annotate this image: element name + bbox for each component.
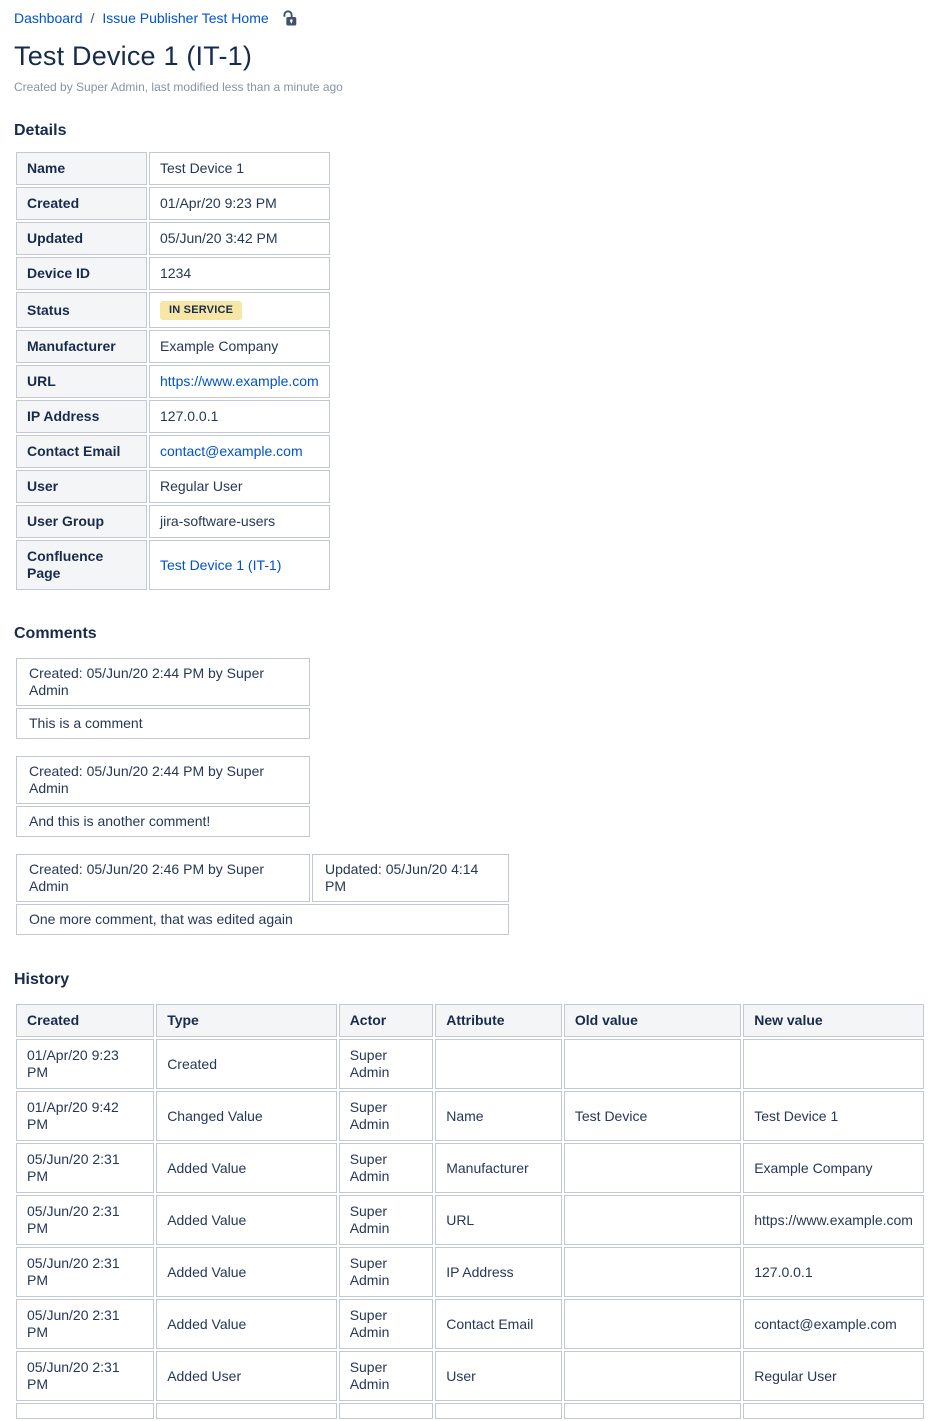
- details-label: User Group: [16, 505, 147, 538]
- comment-created: Created: 05/Jun/20 2:44 PM by Super Admin: [16, 658, 310, 706]
- history-row: [16, 1351, 924, 1401]
- status-badge: IN SERVICE: [160, 301, 242, 320]
- comment-header-row: [16, 756, 310, 804]
- history-cell: Added Value: [156, 1299, 337, 1349]
- comment-header-row: [16, 658, 310, 706]
- details-value: 01/Apr/20 9:23 PM: [149, 187, 330, 220]
- history-column-header: Old value: [564, 1004, 741, 1037]
- history-cell: Super Admin: [339, 1091, 434, 1141]
- details-value: [149, 292, 330, 328]
- details-row: [16, 540, 330, 590]
- details-label: IP Address: [16, 400, 147, 433]
- history-cell: 01/Apr/20 9:42 PM: [16, 1091, 154, 1141]
- history-cell: 01/Apr/20 9:23 PM: [16, 1039, 154, 1089]
- history-cell: [743, 1403, 924, 1419]
- history-row: [16, 1195, 924, 1245]
- details-label: Updated: [16, 222, 147, 255]
- history-cell: [564, 1195, 741, 1245]
- breadcrumb: [14, 9, 926, 27]
- history-row: [16, 1247, 924, 1297]
- history-cell: User: [435, 1351, 562, 1401]
- history-cell: Contact Email: [435, 1299, 562, 1349]
- history-cell: [564, 1143, 741, 1193]
- comment-body-row: [16, 806, 310, 837]
- history-cell: [564, 1247, 741, 1297]
- breadcrumb-link-dashboard[interactable]: Dashboard: [14, 10, 83, 26]
- breadcrumb-separator: /: [90, 10, 95, 26]
- history-cell: 05/Jun/20 2:31 PM: [16, 1247, 154, 1297]
- history-cell: [564, 1299, 741, 1349]
- history-cell: [743, 1039, 924, 1089]
- history-column-header: Type: [156, 1004, 337, 1037]
- comment-updated: Updated: 05/Jun/20 4:14 PM: [312, 854, 509, 902]
- comment: [14, 852, 511, 937]
- history-table: [14, 1002, 926, 1421]
- details-label: User: [16, 470, 147, 503]
- history-cell: Added Value: [156, 1143, 337, 1193]
- history-cell: [564, 1039, 741, 1089]
- history-cell: Added Value: [156, 1247, 337, 1297]
- history-cell: Super Admin: [339, 1039, 434, 1089]
- history-cell: contact@example.com: [743, 1299, 924, 1349]
- contact-email-link[interactable]: contact@example.com: [160, 443, 303, 459]
- history-row: [16, 1091, 924, 1141]
- comment-body-row: [16, 904, 509, 935]
- details-value: [149, 365, 330, 398]
- details-row: [16, 292, 330, 328]
- history-column-header: Created: [16, 1004, 154, 1037]
- history-cell: 05/Jun/20 2:31 PM: [16, 1195, 154, 1245]
- history-cell: Super Admin: [339, 1299, 434, 1349]
- history-cell: Created: [156, 1039, 337, 1089]
- details-label: Status: [16, 292, 147, 328]
- details-row: [16, 470, 330, 503]
- details-label: URL: [16, 365, 147, 398]
- history-cell: Changed Value: [156, 1091, 337, 1141]
- history-column-header: Attribute: [435, 1004, 562, 1037]
- comment-body-row: [16, 708, 310, 739]
- history-column-header: New value: [743, 1004, 924, 1037]
- history-cell: Super Admin: [339, 1143, 434, 1193]
- comment-body: And this is another comment!: [16, 806, 310, 837]
- history-header-row: [16, 1004, 924, 1037]
- details-value: [149, 435, 330, 468]
- details-row: [16, 365, 330, 398]
- url-link[interactable]: https://www.example.com: [160, 373, 319, 389]
- history-row-partial: [16, 1403, 924, 1419]
- history-cell: [564, 1403, 741, 1419]
- comment-body: This is a comment: [16, 708, 310, 739]
- history-cell: [339, 1403, 434, 1419]
- history-column-header: Actor: [339, 1004, 434, 1037]
- history-cell: 05/Jun/20 2:31 PM: [16, 1351, 154, 1401]
- details-row: [16, 400, 330, 433]
- details-label: Manufacturer: [16, 330, 147, 363]
- details-row: [16, 152, 330, 185]
- history-table-body: [16, 1039, 924, 1419]
- history-cell: Added User: [156, 1351, 337, 1401]
- history-heading: History: [14, 971, 70, 988]
- details-value: Test Device 1: [149, 152, 330, 185]
- history-cell: Super Admin: [339, 1247, 434, 1297]
- page-byline: Created by Super Admin, last modified less than a minute ago: [14, 80, 343, 94]
- details-label: Confluence Page: [16, 540, 147, 590]
- details-value: Example Company: [149, 330, 330, 363]
- details-label: Device ID: [16, 257, 147, 290]
- comment-body: One more comment, that was edited again: [16, 904, 509, 935]
- history-cell: 05/Jun/20 2:31 PM: [16, 1143, 154, 1193]
- history-row: [16, 1143, 924, 1193]
- confluence-page-link[interactable]: Test Device 1 (IT-1): [160, 556, 282, 573]
- history-cell: Test Device 1: [743, 1091, 924, 1141]
- details-value: 1234: [149, 257, 330, 290]
- history-cell: URL: [435, 1195, 562, 1245]
- history-cell: [435, 1403, 562, 1419]
- comment-created: Created: 05/Jun/20 2:46 PM by Super Admin: [16, 854, 310, 902]
- history-cell: [564, 1351, 741, 1401]
- details-row: [16, 435, 330, 468]
- history-row: [16, 1039, 924, 1089]
- details-label: Created: [16, 187, 147, 220]
- history-cell: Manufacturer: [435, 1143, 562, 1193]
- details-label: Name: [16, 152, 147, 185]
- details-row: [16, 187, 330, 220]
- history-cell: 05/Jun/20 2:31 PM: [16, 1299, 154, 1349]
- details-row: [16, 330, 330, 363]
- details-value: [149, 540, 330, 590]
- history-cell: Name: [435, 1091, 562, 1141]
- history-cell: [435, 1039, 562, 1089]
- history-cell: IP Address: [435, 1247, 562, 1297]
- history-cell: [156, 1403, 337, 1419]
- history-cell: Test Device: [564, 1091, 741, 1141]
- details-table-body: [16, 152, 330, 590]
- history-cell: 127.0.0.1: [743, 1247, 924, 1297]
- comment-created: Created: 05/Jun/20 2:44 PM by Super Admin: [16, 756, 310, 804]
- details-row: [16, 222, 330, 255]
- page-title: Test Device 1 (IT-1): [14, 41, 253, 71]
- comment: [14, 656, 312, 741]
- history-cell: Added Value: [156, 1195, 337, 1245]
- history-cell: https://www.example.com: [743, 1195, 924, 1245]
- details-label: Contact Email: [16, 435, 147, 468]
- history-cell: Super Admin: [339, 1195, 434, 1245]
- unlocked-icon[interactable]: [281, 10, 298, 27]
- history-row: [16, 1299, 924, 1349]
- details-value: 127.0.0.1: [149, 400, 330, 433]
- history-cell: Example Company: [743, 1143, 924, 1193]
- details-heading: Details: [14, 122, 67, 139]
- details-value: Regular User: [149, 470, 330, 503]
- comments-heading: Comments: [14, 625, 97, 642]
- comments-list: [14, 656, 926, 937]
- details-value: 05/Jun/20 3:42 PM: [149, 222, 330, 255]
- history-cell: Super Admin: [339, 1351, 434, 1401]
- details-row: [16, 505, 330, 538]
- history-cell: Regular User: [743, 1351, 924, 1401]
- details-table: [14, 150, 332, 592]
- comment-header-row: [16, 854, 509, 902]
- details-value: jira-software-users: [149, 505, 330, 538]
- details-row: [16, 257, 330, 290]
- comment: [14, 754, 312, 839]
- history-cell: [16, 1403, 154, 1419]
- breadcrumb-link-page[interactable]: Issue Publisher Test Home: [102, 10, 269, 26]
